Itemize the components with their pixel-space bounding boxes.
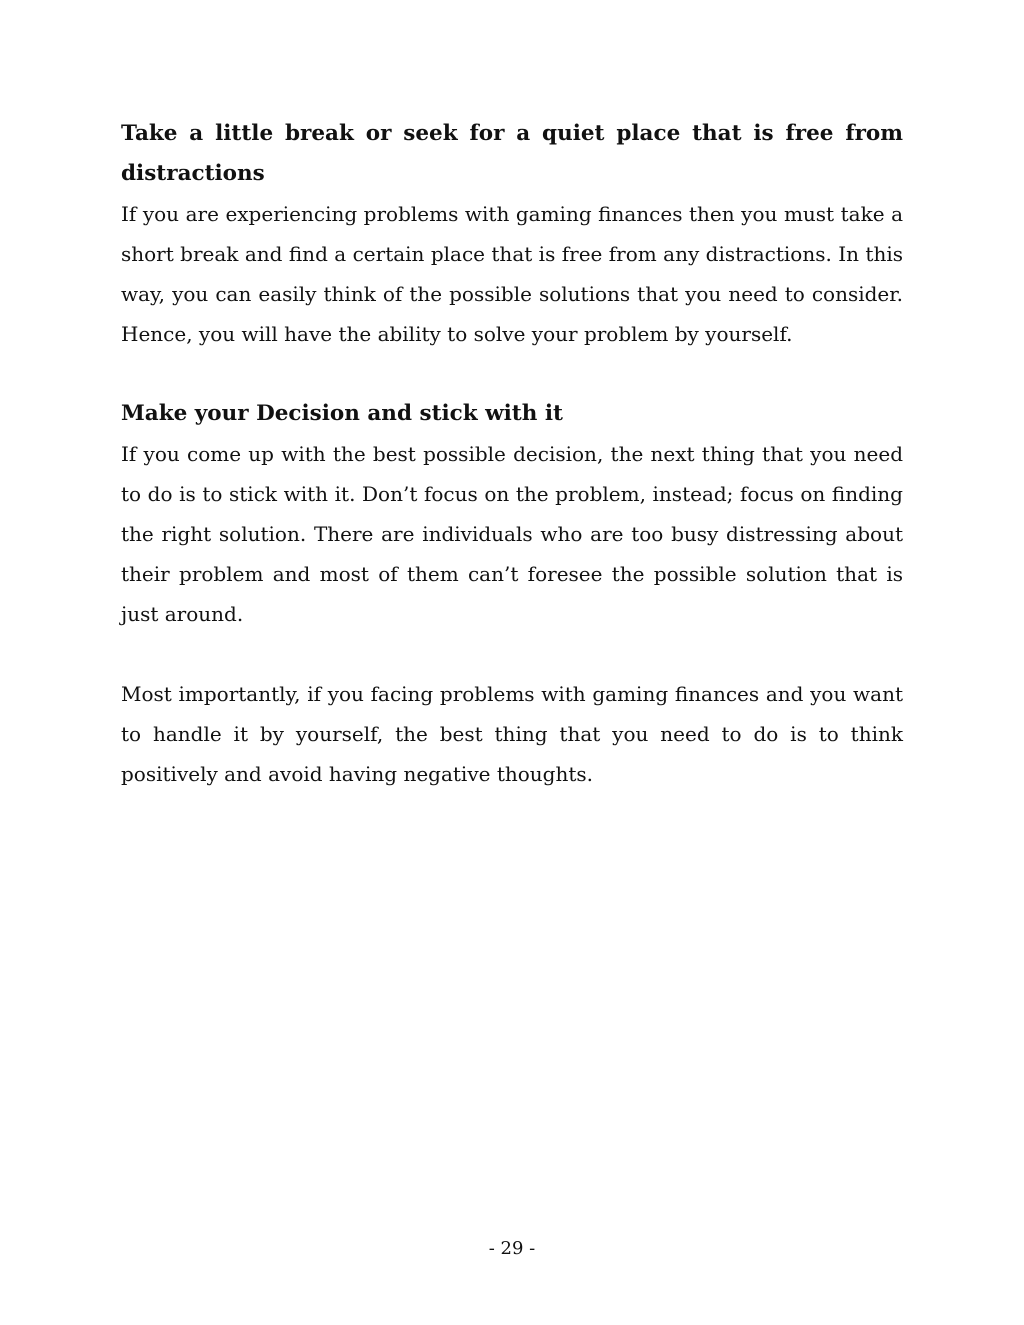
paragraph-gap (121, 634, 903, 674)
section-heading-decision: Make your Decision and stick with it (121, 401, 563, 426)
closing-paragraph: Most importantly, if you facing problems with gaming finances and you want to handle it by yourself, the best thing that you need to do is to think positively and avoid having negative thoughts. (121, 682, 903, 786)
page-number: - 29 - (488, 1238, 536, 1259)
page-content (121, 114, 903, 794)
section-heading-break: Take a little break or seek for a quiet place that is free from distractions (121, 121, 903, 186)
paragraph-gap (121, 354, 903, 394)
section-body-break: If you are experiencing problems with gaming finances then you must take a short break and find a certain place that is free from any distractions. In this way, you can easily think of the possible solutions that you need to consider. Hence, you will have the ability to solve your problem by yourself. (121, 202, 903, 346)
section-body-decision: If you come up with the best possible decision, the next thing that you need to do is to stick with it. Don’t focus on the problem, instead; focus on finding the right solution. There are individuals who are too busy distressing about their problem and most of them can’t foresee the possible solution that is just around. (121, 442, 903, 626)
